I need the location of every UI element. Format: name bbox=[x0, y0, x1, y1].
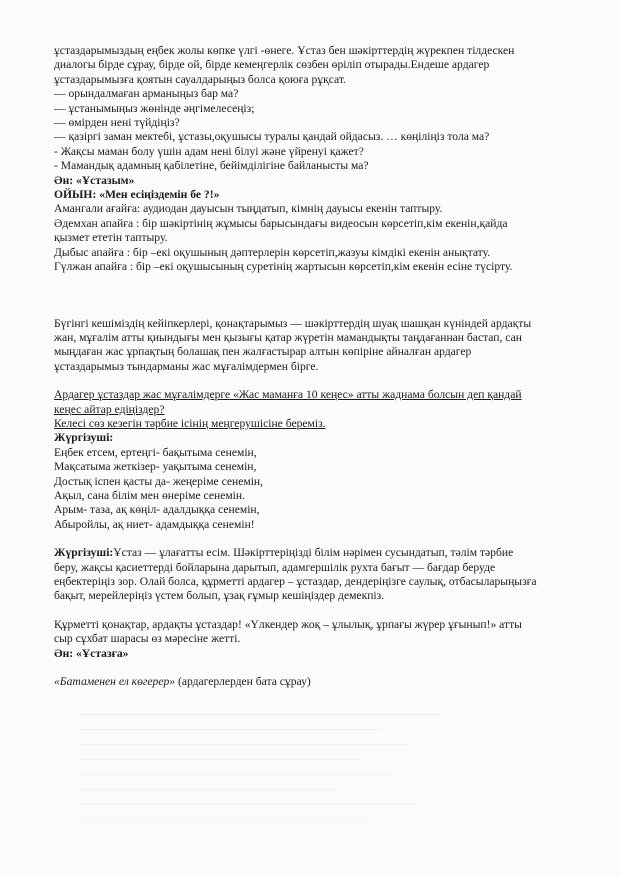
text-line: ұстаздарымыз тындарманы жас мұғалімдермен бірге. bbox=[54, 359, 319, 373]
host-paragraph bbox=[54, 546, 576, 604]
poem bbox=[54, 446, 576, 532]
intro-paragraph bbox=[54, 44, 576, 174]
text-line: беру, жақсы қасиеттерді бойларына дарытып, адамгершілік рухта бағыт — бағдар беруде bbox=[54, 560, 496, 574]
blessing-note: (ардагерлерден бата сұрау) bbox=[175, 675, 311, 689]
poem-line: Ақыл, сана білім мен өнеріме сенемін. bbox=[54, 488, 245, 502]
host-label: Жүргізуші: bbox=[54, 431, 114, 445]
text-line: сыр сұхбат шарасы өз мәресіне жетті. bbox=[54, 632, 241, 646]
text-line: мыңдаған жас ұрпақтың болашақ пен жалғастырар алтын көпіріне айналған ардагер bbox=[54, 345, 472, 359]
question-line: - Мамандық адамның қабілетіне, бейімділігіне байланысты ма? bbox=[54, 159, 369, 173]
question-line: - Жақсы маман болу үшін адам нені білуі және үйренуі қажет? bbox=[54, 144, 364, 158]
blessing-line bbox=[54, 675, 576, 689]
poem-line: Еңбек етсем, ертеңгі- бақытыма сенемін, bbox=[54, 445, 257, 459]
question-line: — қазіргі заман мектебі, ұстазы,оқушысы туралы қандай ойдасыз. … көңіліңіз тола ма? bbox=[54, 130, 490, 144]
text-line: Құрметті қонақтар, ардақты ұстаздар! «Үлкендер жоқ – ұлылық, ұрпағы жүрер ұғынып!» атты bbox=[54, 617, 522, 631]
game-line: Гүлжан апайға : бір –екі оқушысының суретінің жартысын көрсетіп,кім екенін есіне түсірту. bbox=[54, 260, 513, 274]
game-line: Әдемхан апайға : бір шәкіртінің жұмысы барысындағы видеосын көрсетіп,кім екенін,қайда bbox=[54, 216, 508, 230]
blessing-title: «Батаменен ел көгерер» bbox=[54, 675, 176, 689]
guests-paragraph bbox=[54, 317, 576, 375]
game-line: Дыбыс апайға : бір –екі оқушының дәптерлерін көрсетіп,жазуы кімдікі екенін анықтату. bbox=[54, 245, 491, 259]
text-line: бақыт, мерейлеріңіз үстем болып, ұзақ ғұмыр кешіңіздер демекпіз. bbox=[54, 589, 385, 603]
underlined-line: Ардагер ұстаздар жас мұғалімдерге «Жас маманға 10 кеңес» атты жаднама болсын деп қандай bbox=[54, 388, 522, 402]
song-heading: Ән: «Ұстазға» bbox=[54, 646, 129, 660]
host-label: Жүргізуші: bbox=[54, 546, 114, 560]
closing-paragraph bbox=[54, 618, 576, 647]
text-line: жан, мұғалім атты қиындығы мен қызығы қатар жүретін мамандықты таңдағаннан бастап, сан bbox=[54, 330, 522, 344]
underlined-line: кеңес айтар едіңіздер? bbox=[54, 402, 165, 416]
underlined-line: Келесі сөз кезегін тәрбие ісінің меңгерушісіне береміз. bbox=[54, 416, 326, 430]
poem-line: Достық іспен қасты да- жеңеріме сенемін, bbox=[54, 474, 264, 488]
question-line: — өмірден нені түйдіңіз? bbox=[54, 116, 180, 130]
question-line: — орындалмаған арманыңыз бар ма? bbox=[54, 87, 239, 101]
game-line: Амангали ағайға: аудиодан дауысын тыңдатып, кімнің дауысы екенін таптыру. bbox=[54, 202, 443, 216]
game-instructions bbox=[54, 202, 576, 274]
advice-request bbox=[54, 388, 576, 431]
text-line: ұстаздарымыздың еңбек жолы көпке үлгі -өнеге. Ұстаз бен шәкірттердің жүрекпен тілдескен bbox=[54, 44, 515, 57]
document-page bbox=[54, 44, 576, 689]
text-line: еңбектеріңіз зор. Олай болса, құрметті ардагер – ұстаздар, дендеріңізге саулық, отбасыларыңызға bbox=[54, 575, 537, 588]
poem-line: Мақсатыма жеткізер- уақытыма сенемін, bbox=[54, 460, 257, 474]
text-line: ұстаздарымызға қоятын сауалдарыңыз болса қоюға рұқсат. bbox=[54, 72, 346, 86]
text-line: Бүгінгі кешіміздің кейіпкерлері, қонақтарымыз — шәкірттердің шуақ шашқан күніндей ардақты bbox=[54, 316, 532, 330]
poem-line: Арым- таза, ақ көңіл- адалдыққа сенемін, bbox=[54, 503, 260, 517]
text-run: Ұстаз — ұлағатты есім. Шәкірттеріңізді білім нәрімен сусындатып, тәлім тәрбие bbox=[113, 546, 514, 560]
question-line: — ұстанымыңыз жөнінде әңгімелесеңіз; bbox=[54, 101, 255, 115]
game-heading: ОЙЫН: «Мен есіңіздемін бе ?!» bbox=[54, 188, 220, 202]
text-line bbox=[54, 546, 576, 560]
song-heading: Ән: «Ұстазым» bbox=[54, 173, 135, 187]
poem-line: Абыройлы, ақ ниет- адамдыққа сенемін! bbox=[54, 517, 255, 531]
text-line: диалогы бірде сұрау, бірде ой, бірде кемеңгерлік сөзбен өріліп отырады.Ендеше ардагер bbox=[54, 58, 490, 72]
bleed-through-shadow bbox=[80, 700, 540, 820]
game-line: қызмет ететін таптыру. bbox=[54, 231, 168, 245]
